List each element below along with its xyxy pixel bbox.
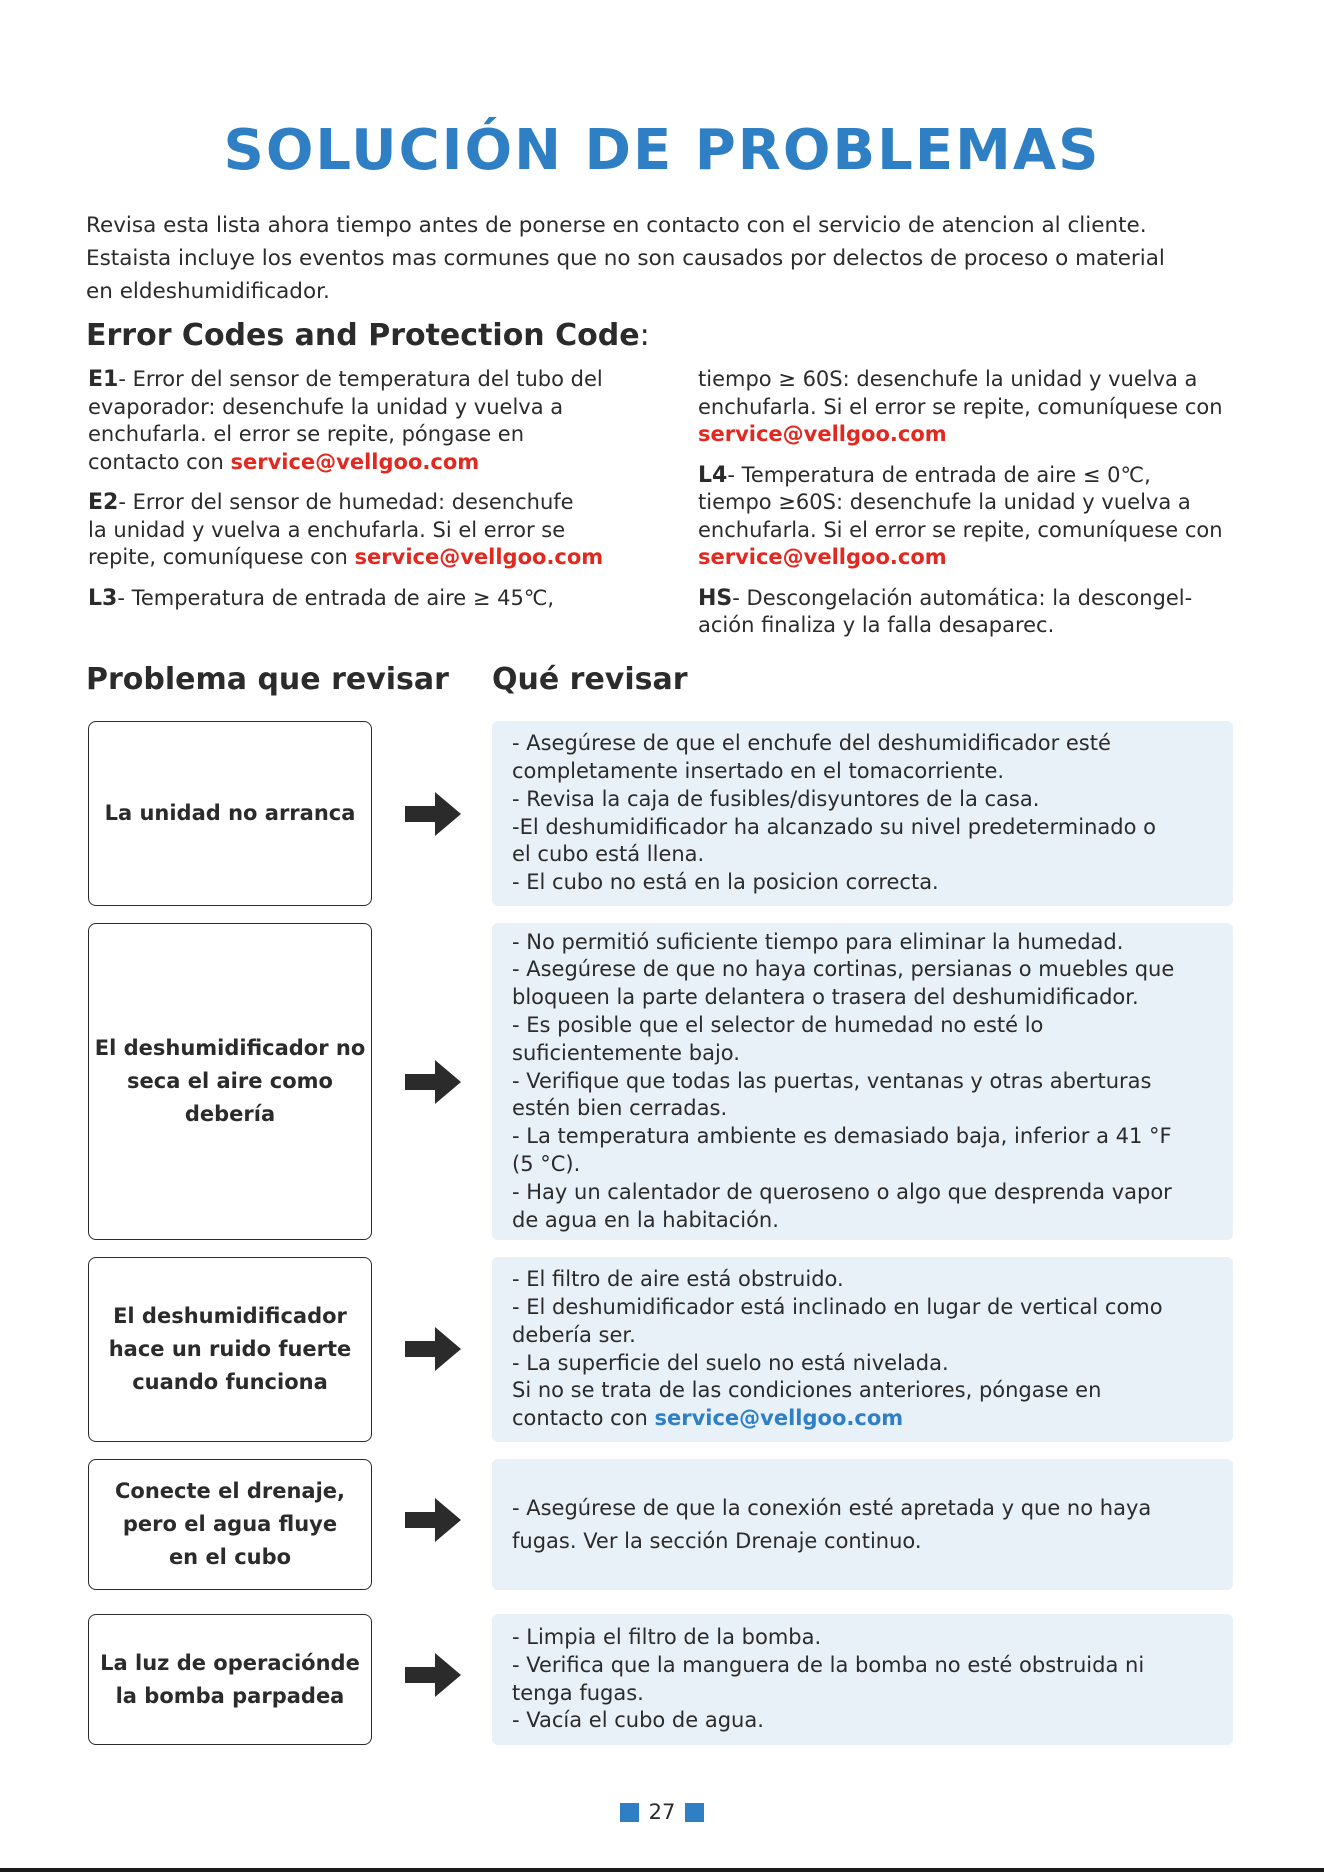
problem-text: debería [184, 1102, 276, 1126]
problem-box [88, 923, 372, 1240]
code-text: ación finaliza y la falla desaparec. [698, 613, 1055, 637]
code-text: contacto con [88, 449, 231, 474]
error-code-hs [698, 585, 1258, 640]
check-text: de agua en la habitación. [512, 1207, 779, 1232]
code-text: - Temperatura de entrada de aire ≤ 0℃, [727, 462, 1151, 487]
check-text: - El deshumidificador está inclinado en lugar de vertical como [512, 1294, 1163, 1319]
check-text: fugas. Ver la sección Drenaje continuo. [512, 1528, 922, 1553]
check-box [492, 721, 1233, 906]
error-code-l3 [88, 585, 648, 613]
problem-text: El deshumidificador no [94, 1036, 366, 1060]
check-text: - El filtro de aire está obstruido. [512, 1267, 844, 1292]
check-text: - Asegúrese de que el enchufe del deshumidificador esté [512, 731, 1111, 756]
arrow-right-icon [405, 790, 461, 838]
problem-text: la bomba parpadea [115, 1683, 345, 1708]
code-text: - Error del sensor de temperatura del tubo del [118, 367, 603, 391]
code-text: tiempo ≥ 60S: desenchufe la unidad y vuelva a [698, 367, 1198, 391]
check-text: - Verifica que la manguera de la bomba no esté obstruida ni [512, 1652, 1145, 1677]
check-box [492, 923, 1233, 1240]
code-text: enchufarla. Si el error se repite, comuníquese con [698, 394, 1223, 419]
check-text: estén bien cerradas. [512, 1096, 728, 1121]
problem-column-header: Problema que revisar [86, 662, 449, 697]
code-text: - Temperatura de entrada de aire ≥ 45℃, [117, 585, 555, 610]
code-text: repite, comuníquese con [88, 545, 355, 569]
check-text: - Vacía el cubo de agua. [512, 1708, 764, 1733]
code-text: la unidad y vuelva a enchufarla. Si el error se [88, 517, 566, 542]
error-code-l4 [698, 462, 1258, 572]
problem-box [88, 1257, 372, 1442]
check-box [492, 1257, 1233, 1442]
page-number: 27 [648, 1800, 676, 1824]
check-text: - El cubo no está en la posicion correcta. [512, 870, 939, 895]
code-text: enchufarla. Si el error se repite, comuníquese con [698, 517, 1223, 542]
problem-box [88, 1614, 372, 1745]
check-text: - Revisa la caja de fusibles/disyuntores de la casa. [512, 786, 1040, 811]
page-title: SOLUCIÓN DE PROBLEMAS [223, 118, 1101, 183]
problem-text: Conecte el drenaje, [115, 1479, 345, 1503]
check-text: (5 °C). [512, 1151, 581, 1176]
check-column-header: Qué revisar [492, 662, 688, 697]
code-label: L3 [88, 585, 118, 611]
problem-text: hace un ruido fuerte [108, 1337, 352, 1361]
problem-box [88, 1459, 372, 1590]
code-label: E2 [88, 490, 119, 515]
intro-paragraph [86, 209, 1236, 308]
check-text: - Limpia el filtro de la bomba. [512, 1624, 822, 1649]
intro-line: en eldeshumidificador. [86, 279, 330, 304]
check-text: - La superficie del suelo no está nivelada. [512, 1350, 949, 1375]
check-text: - Asegúrese de que la conexión esté apretada y que no haya [512, 1495, 1152, 1520]
check-box [492, 1459, 1233, 1590]
service-email-link[interactable]: service@vellgoo.com [698, 545, 947, 569]
check-box [492, 1614, 1233, 1745]
footer-square-icon [685, 1803, 704, 1822]
footer-square-icon [620, 1803, 639, 1822]
arrow-right-icon [405, 1325, 461, 1373]
check-text: - Asegúrese de que no haya cortinas, persianas o muebles que [512, 957, 1175, 982]
code-text: enchufarla. el error se repite, póngase en [88, 422, 525, 446]
problem-text: La unidad no arranca [104, 801, 356, 825]
error-code-l3-continued [698, 366, 1258, 449]
problem-text: La luz de operaciónde [100, 1650, 360, 1675]
code-label: E1 [88, 367, 119, 392]
code-text: evaporador: desenchufe la unidad y vuelva a [88, 394, 564, 419]
heading-colon: : [639, 318, 650, 353]
check-text: -El deshumidificador ha alcanzado su nivel predeterminado o [512, 814, 1156, 839]
service-email-link[interactable]: service@vellgoo.com [698, 422, 947, 446]
check-text: contacto con [512, 1406, 655, 1431]
check-text: - Verifique que todas las puertas, ventanas y otras aberturas [512, 1068, 1152, 1093]
check-text: - No permitió suficiente tiempo para eliminar la humedad. [512, 929, 1124, 954]
error-codes-heading-text: Error Codes and Protection Code [86, 318, 640, 353]
code-text: - Error del sensor de humedad: desenchufe [118, 490, 574, 514]
problem-box [88, 721, 372, 906]
problem-text: El deshumidificador [113, 1304, 347, 1328]
arrow-right-icon [405, 1496, 461, 1544]
arrow-right-icon [405, 1651, 461, 1699]
intro-line: Estaista incluye los eventos mas cormunes que no son causados por delectos de proceso o material [86, 246, 1165, 271]
check-text: bloqueen la parte delantera o trasera del deshumidificador. [512, 985, 1139, 1010]
page-footer [0, 1800, 1324, 1824]
problem-text: cuando funciona [132, 1370, 328, 1394]
service-email-link[interactable]: service@vellgoo.com [354, 545, 604, 569]
error-codes-right-column [698, 366, 1258, 653]
problem-text: pero el agua fluye [122, 1512, 338, 1536]
check-text: - La temperatura ambiente es demasiado baja, inferior a 41 °F [512, 1124, 1172, 1149]
service-email-link[interactable]: service@vellgoo.com [230, 449, 480, 474]
check-text: - Es posible que el selector de humedad no esté lo [512, 1013, 1044, 1037]
error-code-e1 [88, 366, 648, 476]
check-text: suficientemente bajo. [512, 1040, 740, 1065]
error-codes-left-column [88, 366, 648, 625]
code-text: - Descongelación automática: la descongel- [732, 585, 1193, 610]
check-text: - Hay un calentador de queroseno o algo que desprenda vapor [512, 1179, 1172, 1204]
arrow-right-icon [405, 1058, 461, 1106]
problem-text: en el cubo [168, 1545, 292, 1569]
error-code-e2 [88, 489, 648, 572]
code-label: L4 [698, 462, 728, 488]
check-text: Si no se trata de las condiciones anteriores, póngase en [512, 1378, 1102, 1403]
check-text: el cubo está llena. [512, 842, 705, 867]
bottom-rule [0, 1868, 1324, 1872]
code-text: tiempo ≥60S: desenchufe la unidad y vuelva a [698, 490, 1191, 514]
check-text: debería ser. [512, 1322, 636, 1347]
intro-line: Revisa esta lista ahora tiempo antes de ponerse en contacto con el servicio de atencion al cliente. [86, 213, 1147, 238]
check-text: tenga fugas. [512, 1680, 644, 1705]
service-email-link[interactable]: service@vellgoo.com [654, 1406, 904, 1431]
error-codes-heading [86, 318, 650, 353]
problem-text: seca el aire como [127, 1069, 333, 1093]
check-text: completamente insertado en el tomacorriente. [512, 758, 1005, 783]
code-label: HS [698, 585, 733, 611]
